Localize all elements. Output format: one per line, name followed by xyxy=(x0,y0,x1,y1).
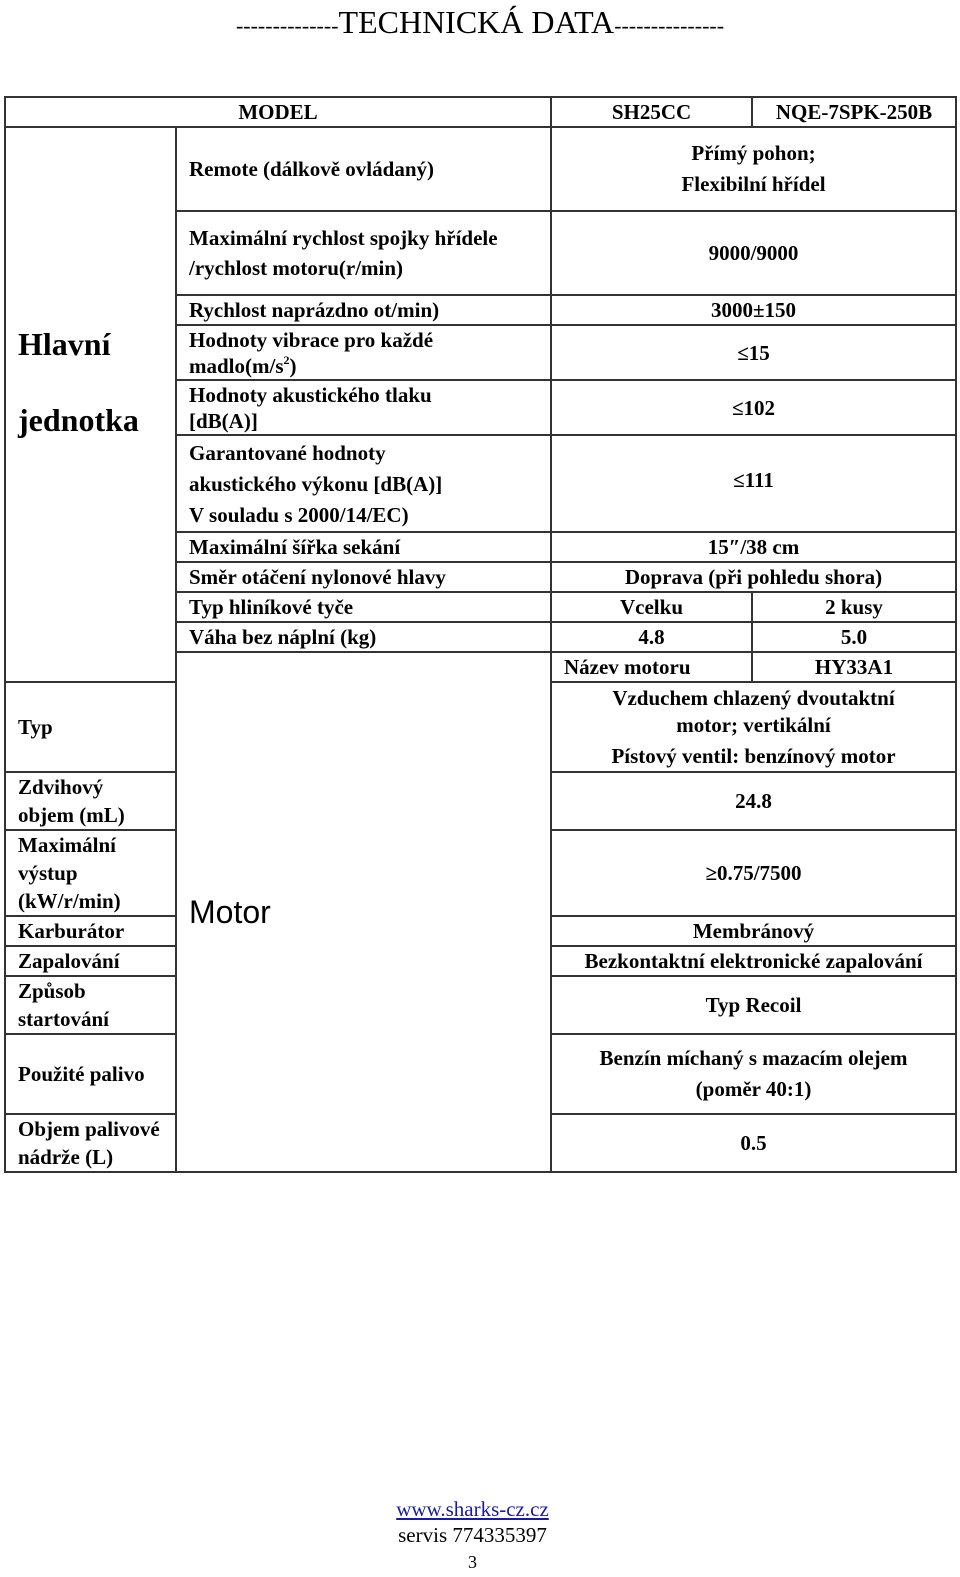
value-fuel-line2: (poměr 40:1) xyxy=(695,1077,812,1101)
value-weight-1: 4.8 xyxy=(551,622,752,652)
label-power-line2: akustického výkonu [dB(A)] xyxy=(189,472,443,496)
group-motor: Motor xyxy=(176,652,551,1172)
header-model: MODEL xyxy=(5,97,551,127)
label-max-speed-line2: /rychlost motoru(r/min) xyxy=(189,256,404,280)
label-carburetor: Karburátor xyxy=(5,916,176,946)
value-remote-line1: Přímý pohon; xyxy=(691,141,816,165)
label-engine-type: Typ xyxy=(5,682,176,772)
footer-website-row xyxy=(0,1496,945,1522)
spec-table xyxy=(4,96,957,1173)
label-weight: Váha bez náplní (kg) xyxy=(176,622,551,652)
value-displacement: 24.8 xyxy=(551,772,956,830)
value-pressure: ≤102 xyxy=(551,380,956,435)
value-engine-name: HY33A1 xyxy=(752,652,956,682)
label-pressure xyxy=(176,380,551,435)
group-main-line1: Hlavní xyxy=(18,326,111,362)
website-link[interactable]: www.sharks-cz.cz xyxy=(396,1497,549,1521)
value-tube-1: Vcelku xyxy=(551,592,752,622)
label-vibration-close: ) xyxy=(289,353,297,378)
value-engine-type-line3: Pístový ventil: benzínový motor xyxy=(611,743,896,768)
value-max-speed: 9000/9000 xyxy=(551,211,956,295)
footer-service: servis 774335397 xyxy=(398,1523,547,1547)
label-starting: Způsob startování xyxy=(5,976,176,1034)
value-idle: 3000±150 xyxy=(551,295,956,325)
value-engine-type-line2: motor; vertikální xyxy=(676,712,831,737)
value-vibration: ≤15 xyxy=(551,325,956,380)
label-fuel: Použité palivo xyxy=(5,1034,176,1114)
header-model-1: SH25CC xyxy=(551,97,752,127)
label-max-speed-line1: Maximální rychlost spojky hřídele xyxy=(189,226,498,250)
value-acoustic-power: ≤111 xyxy=(551,435,956,532)
value-rotation: Doprava (při pohledu shora) xyxy=(551,562,956,592)
label-engine-name: Název motoru xyxy=(551,652,752,682)
value-max-output: ≥0.75/7500 xyxy=(551,830,956,916)
value-fuel-line1: Benzín míchaný s mazacím olejem xyxy=(599,1046,908,1070)
value-engine-type-line1: Vzduchem chlazený dvoutaktní xyxy=(612,685,895,710)
value-ignition: Bezkontaktní elektronické zapalování xyxy=(551,946,956,976)
label-displacement: Zdvihový objem (mL) xyxy=(5,772,176,830)
value-starting: Typ Recoil xyxy=(551,976,956,1034)
header-model-2: NQE-7SPK-250B xyxy=(752,97,956,127)
title-dashes-left: -------------- xyxy=(235,13,339,38)
value-remote xyxy=(551,127,956,211)
title-text: TECHNICKÁ DATA xyxy=(338,4,615,40)
value-cutting-width: 15″/38 cm xyxy=(551,532,956,562)
label-ignition: Zapalování xyxy=(5,946,176,976)
label-tank: Objem palivové nádrže (L) xyxy=(5,1114,176,1172)
value-fuel xyxy=(551,1034,956,1114)
page-number: 3 xyxy=(468,1552,477,1572)
label-pressure-line1: Hodnoty akustického tlaku xyxy=(189,382,432,407)
label-max-output: Maximální výstup (kW/r/min) xyxy=(5,830,176,916)
value-remote-line2: Flexibilní hřídel xyxy=(681,172,826,196)
page-title xyxy=(0,4,960,44)
label-max-speed xyxy=(176,211,551,295)
value-carburetor: Membránový xyxy=(551,916,956,946)
label-vibration xyxy=(176,325,551,380)
label-acoustic-power xyxy=(176,435,551,532)
value-tank: 0.5 xyxy=(551,1114,956,1172)
header-row xyxy=(5,97,956,127)
label-pressure-line2: [dB(A)] xyxy=(189,408,258,433)
label-tube: Typ hliníkové tyče xyxy=(176,592,551,622)
title-dashes-right: --------------- xyxy=(614,13,725,38)
value-tube-2: 2 kusy xyxy=(752,592,956,622)
label-vibration-line1: Hodnoty vibrace pro každé xyxy=(189,327,434,352)
label-vibration-line2 xyxy=(189,353,538,379)
value-engine-type xyxy=(551,682,956,772)
label-power-line1: Garantované hodnoty xyxy=(189,441,386,465)
label-remote: Remote (dálkově ovládaný) xyxy=(176,127,551,211)
group-main-unit xyxy=(5,127,176,682)
value-weight-2: 5.0 xyxy=(752,622,956,652)
label-cutting-width: Maximální šířka sekání xyxy=(176,532,551,562)
label-idle: Rychlost naprázdno ot/min) xyxy=(176,295,551,325)
label-vibration-unit: madlo(m/s xyxy=(189,353,284,378)
group-main-line2: jednotka xyxy=(18,402,139,438)
table-row xyxy=(5,127,956,211)
label-power-line3: V souladu s 2000/14/EC) xyxy=(189,503,409,527)
label-rotation: Směr otáčení nylonové hlavy xyxy=(176,562,551,592)
label-vibration-sup: 2 xyxy=(283,352,290,367)
